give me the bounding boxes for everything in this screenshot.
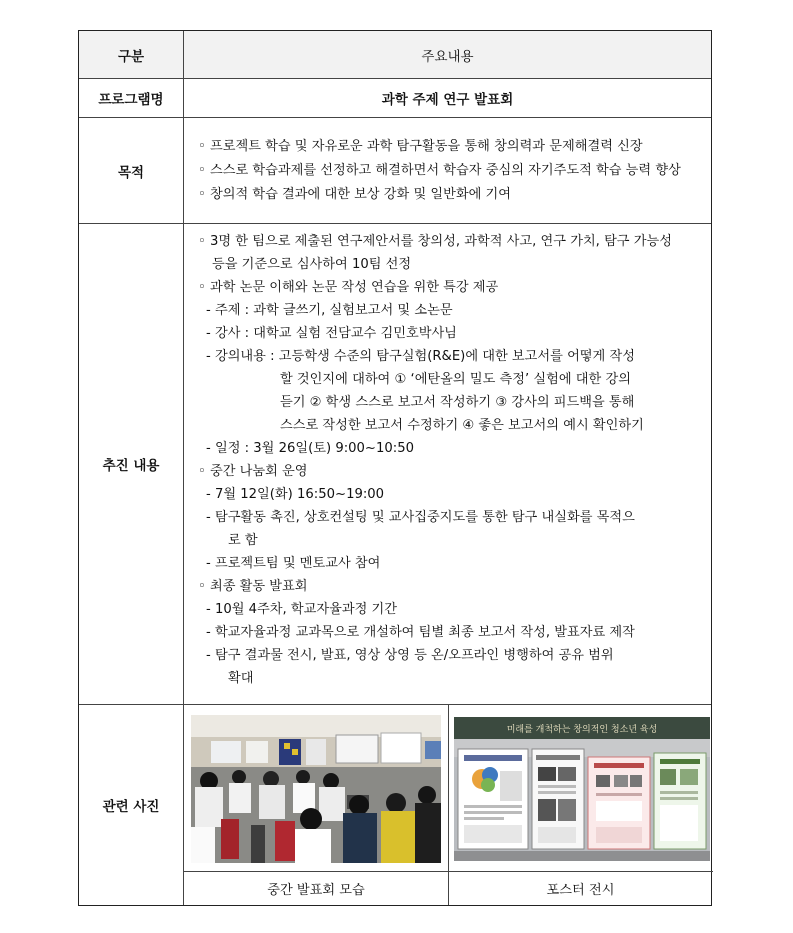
plan-line: ◦ 최종 활동 발표회 — [198, 579, 308, 594]
plan-line: ◦ 3명 한 팀으로 제출된 연구제안서를 창의성, 과학적 사고, 연구 가치, 탐구 가능성 — [198, 234, 672, 249]
photos-content — [184, 705, 711, 905]
plan-line: 확대 — [228, 671, 254, 686]
purpose-line: ◦ 스스로 학습과제를 선정하고 해결하면서 학습자 중심의 자기주도적 학습 능력 향상 — [198, 163, 681, 178]
plan-line: - 주제 : 과학 글쓰기, 실험보고서 및 소논문 — [206, 303, 453, 318]
program-row — [79, 79, 711, 118]
plan-line: - 탐구 결과물 전시, 발표, 영상 상영 등 온/오프라인 병행하여 공유 범위 — [206, 648, 614, 663]
purpose-label: 목적 — [79, 118, 184, 223]
purpose-row — [79, 118, 711, 224]
plan-line: ◦ 중간 나눔회 운영 — [198, 464, 308, 479]
photo-cell — [448, 705, 713, 871]
program-title: 과학 주제 연구 발표회 — [381, 92, 514, 108]
plan-line: - 7월 12일(화) 16:50~19:00 — [206, 487, 385, 502]
plan-line: 로 함 — [228, 533, 258, 548]
plan-line: - 일정 : 3월 26일(토) 9:00~10:50 — [206, 441, 414, 456]
photos-label: 관련 사진 — [79, 705, 184, 905]
plan-label: 추진 내용 — [79, 224, 184, 704]
plan-line: 할 것인지에 대하여 ① ‘에탄올의 밀도 측정’ 실험에 대한 강의 — [280, 372, 631, 387]
purpose-line: ◦ 창의적 학습 결과에 대한 보상 강화 및 일반화에 기여 — [198, 187, 512, 202]
program-table — [78, 30, 712, 906]
classroom-photo — [191, 715, 441, 863]
plan-content — [184, 224, 711, 704]
photo-caption: 포스터 전시 — [448, 871, 713, 905]
poster-photo — [454, 717, 710, 861]
photo-caption: 중간 발표회 모습 — [184, 871, 448, 905]
plan-line: - 탐구활동 촉진, 상호컨설팅 및 교사집중지도를 통한 탐구 내실화를 목적으 — [206, 510, 635, 525]
purpose-content — [184, 118, 711, 223]
program-label: 프로그램명 — [79, 79, 184, 117]
photos-row — [79, 705, 711, 905]
plan-line: - 강의내용 : 고등학생 수준의 탐구실험(R&E)에 대한 보고서를 어떻게 작성 — [206, 349, 635, 364]
header-row — [79, 31, 711, 79]
purpose-line: ◦ 프로젝트 학습 및 자유로운 과학 탐구활동을 통해 창의력과 문제해결력 신장 — [198, 139, 643, 154]
header-content: 주요내용 — [421, 48, 474, 65]
header-label: 구분 — [79, 31, 184, 78]
plan-line: 스스로 작성한 보고서 수정하기 ④ 좋은 보고서의 예시 확인하기 — [280, 418, 644, 433]
plan-row — [79, 224, 711, 705]
plan-line: 듣기 ② 학생 스스로 보고서 작성하기 ③ 강사의 피드백을 통해 — [280, 395, 635, 410]
plan-line: - 프로젝트팀 및 멘토교사 참여 — [206, 556, 381, 571]
plan-line: ◦ 과학 논문 이해와 논문 작성 연습을 위한 특강 제공 — [198, 280, 499, 295]
plan-line: - 10월 4주차, 학교자율과정 기간 — [206, 602, 398, 617]
banner-text: 미래를 개척하는 창의적인 청소년 육성 — [506, 725, 658, 735]
photo-cell — [184, 705, 448, 871]
plan-line: 등을 기준으로 심사하여 10팀 선정 — [212, 257, 412, 272]
plan-line: - 강사 : 대학교 실험 전담교수 김민호박사님 — [206, 326, 457, 341]
plan-line: - 학교자율과정 교과목으로 개설하여 팀별 최종 보고서 작성, 발표자료 제작 — [206, 625, 635, 640]
